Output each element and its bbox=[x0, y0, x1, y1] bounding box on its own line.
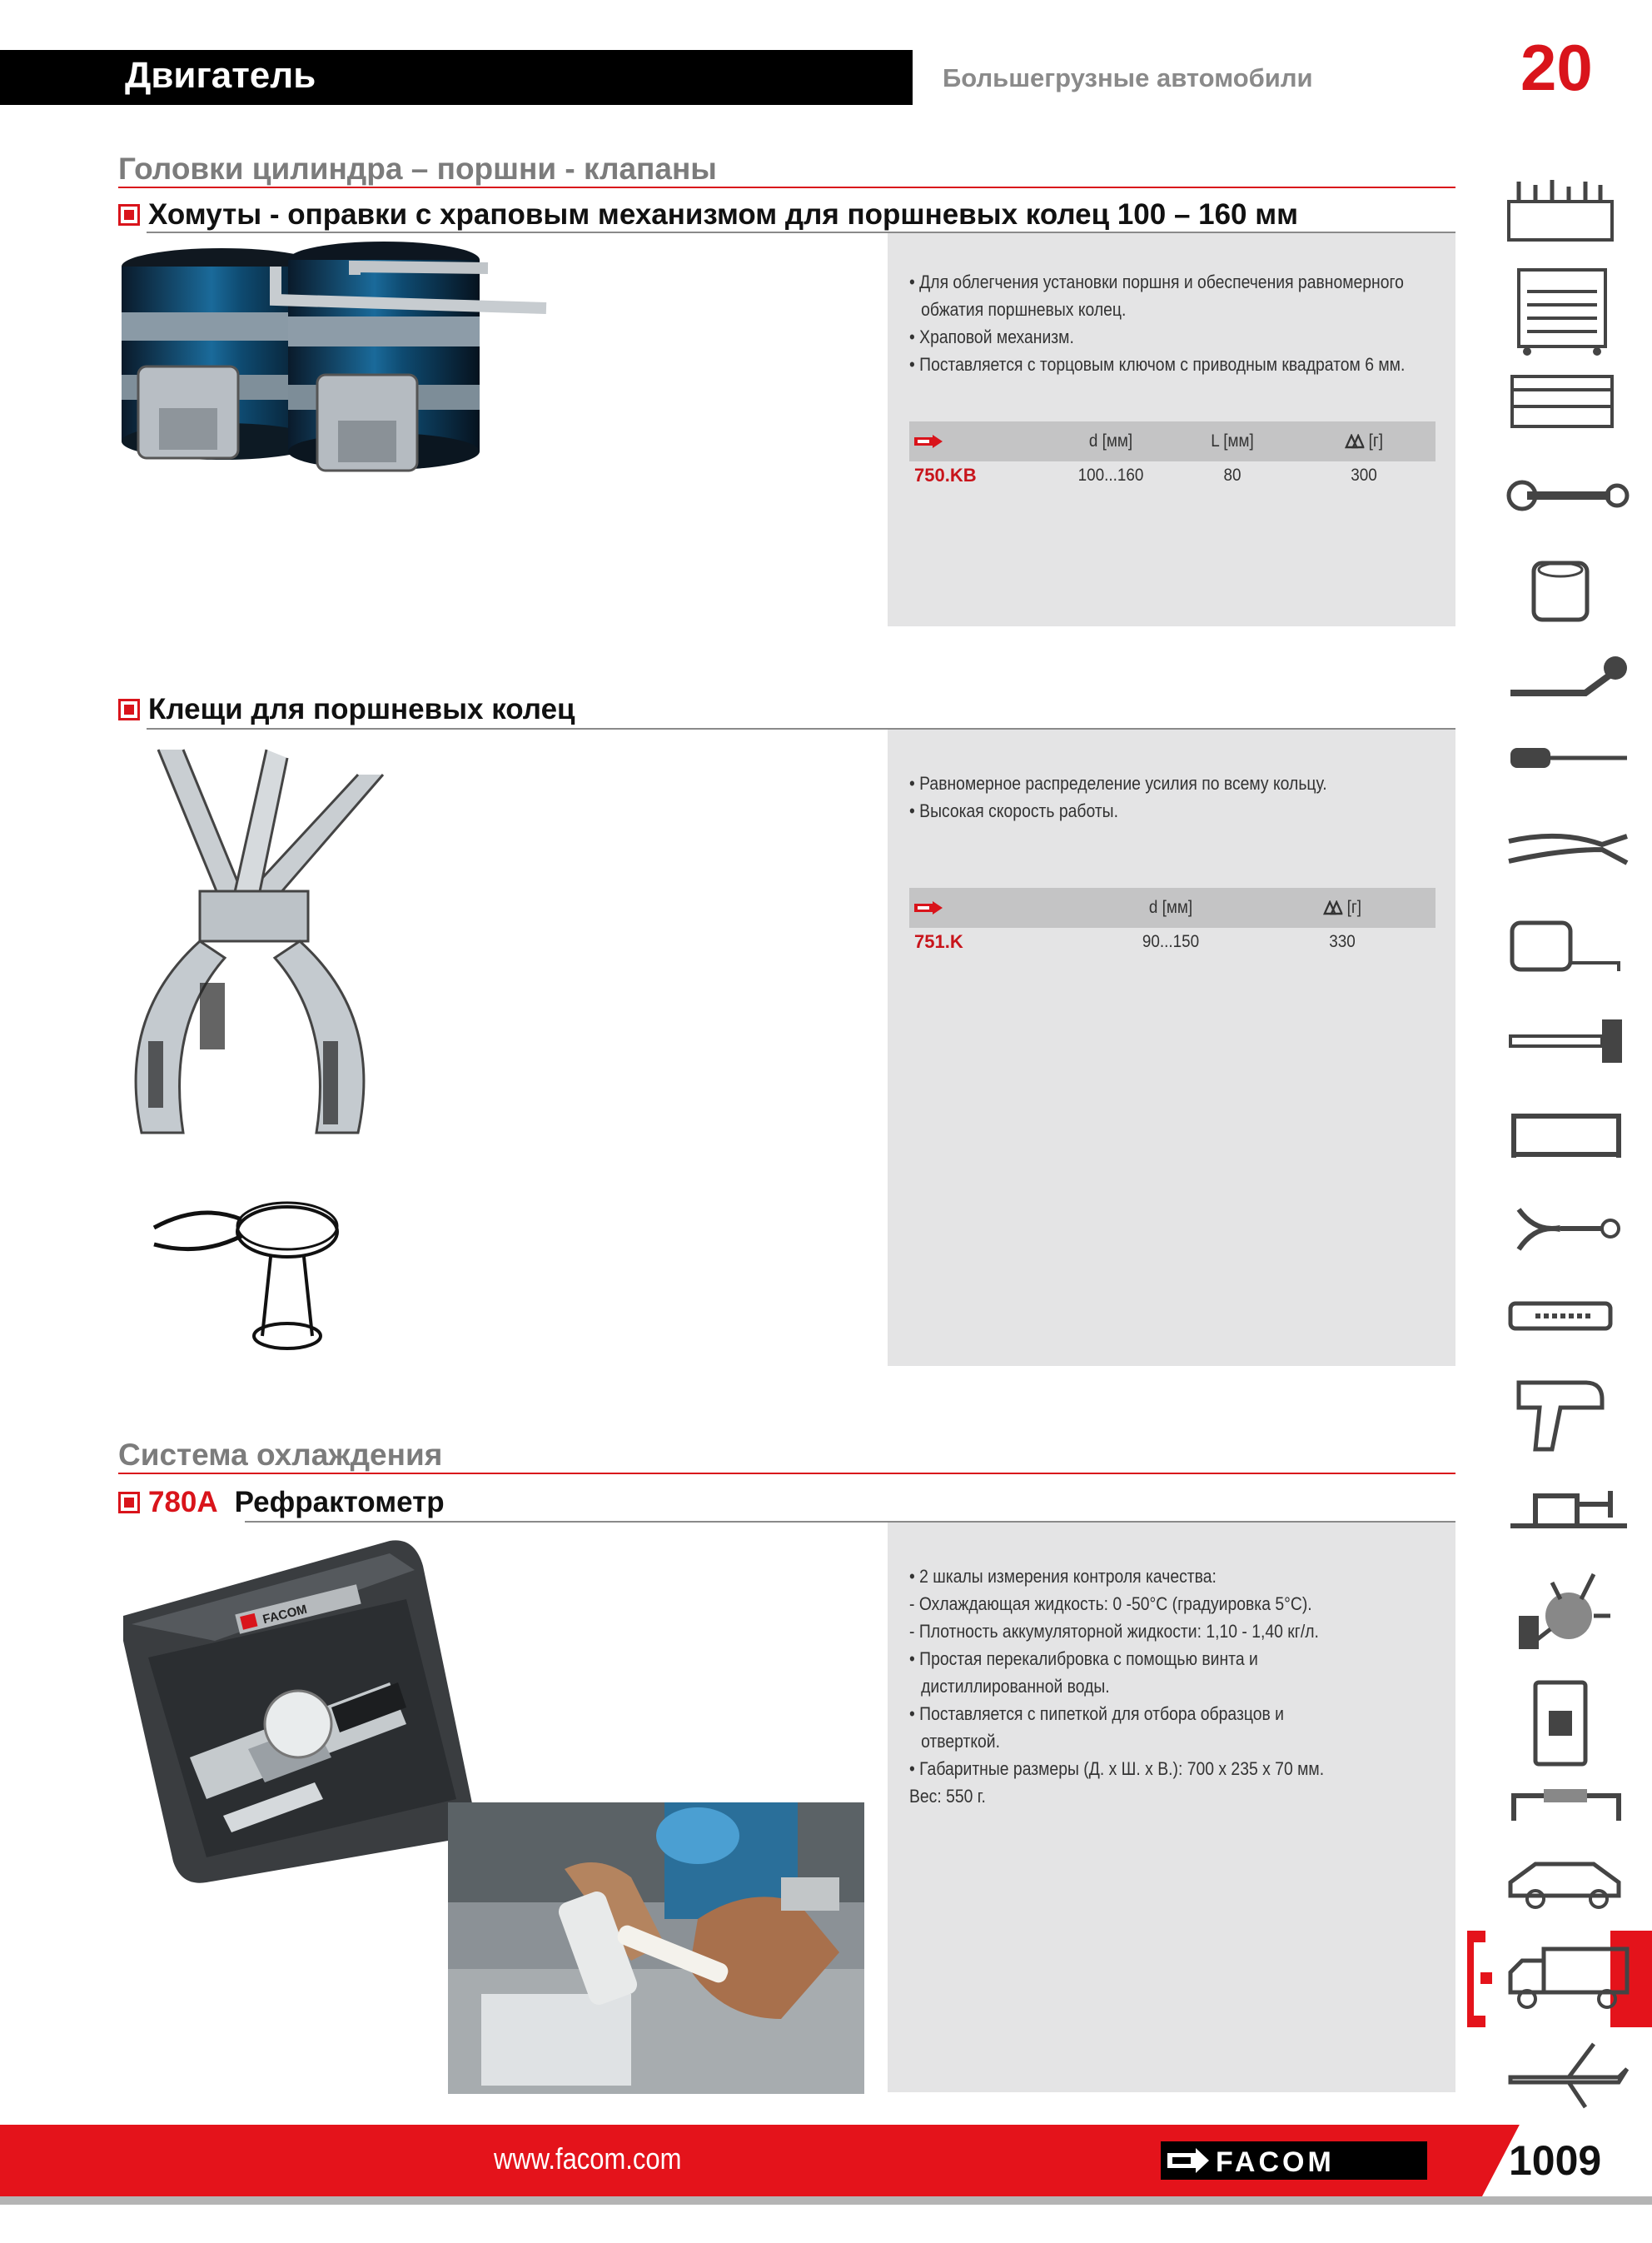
product-info-panel bbox=[888, 730, 1455, 1366]
feature-item: • Для облегчения установки поршня и обеспечения равномерного bbox=[909, 272, 1404, 292]
product-info-panel bbox=[888, 1523, 1455, 2092]
category-subtitle: Большегрузные автомобили bbox=[943, 63, 1313, 92]
col-header-weight: [г] bbox=[1345, 431, 1383, 451]
feature-item: • Храповой механизм. bbox=[909, 326, 1074, 347]
product-reference[interactable]: 750.KB bbox=[914, 465, 977, 486]
footer-rule bbox=[0, 2196, 1652, 2205]
truck-icon[interactable] bbox=[1502, 1941, 1635, 2016]
product-title: Клещи для поршневых колец bbox=[148, 693, 575, 725]
section-divider bbox=[118, 1473, 1455, 1474]
feature-item: • Простая перекалибровка с помощью винта и bbox=[909, 1648, 1258, 1669]
feature-item: отверткой. bbox=[921, 1731, 1000, 1752]
product-heading bbox=[118, 1486, 445, 1519]
section-heading: Головки цилиндра – поршни - клапаны bbox=[118, 152, 717, 186]
feature-item: - Плотность аккумуляторной жидкости: 1,10 - 1,40 кг/л. bbox=[909, 1621, 1319, 1642]
svg-text:FACOM: FACOM bbox=[1216, 2146, 1335, 2178]
feature-item: • Габаритные размеры (Д. х Ш. х В.): 700 x 235 x 70 мм. bbox=[909, 1758, 1325, 1779]
car-icon[interactable] bbox=[1502, 1849, 1635, 1916]
section-heading: Система охлаждения bbox=[118, 1438, 443, 1472]
product-reference[interactable]: 751.K bbox=[914, 931, 963, 952]
spec-table bbox=[909, 888, 1436, 956]
socket-icon[interactable] bbox=[1502, 558, 1619, 625]
feature-list bbox=[909, 770, 1451, 825]
case-brand-label: FACOM bbox=[261, 1602, 309, 1627]
reference-icon bbox=[914, 435, 943, 448]
feature-item: • Равномерное распределение усилия по всему кольцу. bbox=[909, 773, 1327, 794]
cell-weight: 330 bbox=[1329, 932, 1356, 951]
weight-icon bbox=[1345, 434, 1364, 449]
website-link[interactable]: www.facom.com bbox=[494, 2141, 682, 2176]
chapter-number: 20 bbox=[1520, 31, 1593, 104]
handle-icon[interactable] bbox=[1502, 1779, 1635, 1829]
airplane-icon[interactable] bbox=[1502, 2036, 1635, 2111]
vise-icon[interactable] bbox=[1502, 1479, 1635, 1538]
refractometer-case-image bbox=[115, 1533, 481, 1899]
cell-d: 100...160 bbox=[1077, 466, 1144, 485]
col-header-d: d [мм] bbox=[1148, 898, 1193, 917]
piston-ring-pliers-image bbox=[108, 741, 400, 1158]
tool-chest-icon[interactable] bbox=[1502, 373, 1619, 431]
bullet-square-icon bbox=[118, 699, 140, 720]
feature-item: • 2 шкалы измерения контроля качества: bbox=[909, 1566, 1217, 1587]
puller-icon[interactable] bbox=[1502, 1199, 1635, 1258]
spec-table bbox=[909, 421, 1436, 490]
col-header-l: L [мм] bbox=[1211, 431, 1254, 451]
feature-item: • Поставляется с торцовым ключом с приводным квадратом 6 мм. bbox=[909, 354, 1406, 375]
feature-item: - Охлаждающая жидкость: 0 -50°C (градуировка 5°C). bbox=[909, 1593, 1312, 1614]
tape-measure-icon[interactable] bbox=[1502, 916, 1635, 974]
feature-item: дистиллированной воды. bbox=[921, 1676, 1110, 1697]
tool-cabinet-icon[interactable] bbox=[1502, 267, 1619, 358]
section-title: Двигатель bbox=[125, 55, 316, 96]
electrical-icon[interactable] bbox=[1502, 1677, 1619, 1769]
feature-list bbox=[909, 1563, 1451, 1810]
spec-table-row bbox=[909, 928, 1436, 956]
feature-item: обжатия поршневых колец. bbox=[921, 299, 1127, 320]
section-header-bar bbox=[0, 50, 913, 105]
reference-icon bbox=[914, 901, 943, 915]
spec-table-header bbox=[909, 421, 1436, 461]
wrench-icon[interactable] bbox=[1502, 475, 1635, 516]
pliers-usage-diagram bbox=[150, 1186, 358, 1353]
feature-list bbox=[909, 268, 1451, 378]
product-title: Хомуты - оправки с храповым механизмом для поршневых колец 100 – 160 мм bbox=[148, 198, 1299, 231]
category-sidebar bbox=[1485, 167, 1652, 2082]
feature-item: Вес: 550 г. bbox=[909, 1786, 986, 1807]
bullet-square-icon bbox=[118, 204, 140, 226]
impact-wrench-icon[interactable] bbox=[1502, 1374, 1635, 1458]
pliers-icon[interactable] bbox=[1502, 825, 1635, 875]
piston-ring-compressor-image bbox=[113, 242, 563, 491]
safety-icon[interactable] bbox=[1502, 1566, 1635, 1657]
product-heading bbox=[118, 198, 1298, 232]
product-heading bbox=[118, 693, 575, 726]
toolbox-set-icon[interactable] bbox=[1502, 177, 1619, 243]
spec-table-header bbox=[909, 888, 1436, 928]
tester-icon[interactable] bbox=[1502, 1295, 1635, 1337]
cell-l: 80 bbox=[1223, 466, 1241, 485]
product-info-panel bbox=[888, 233, 1455, 626]
col-header-weight: [г] bbox=[1323, 898, 1361, 918]
refractometer-usage-photo bbox=[448, 1802, 864, 2094]
product-code: 780A bbox=[148, 1486, 218, 1518]
feature-item: • Поставляется с пипеткой для отбора образцов и bbox=[909, 1703, 1284, 1724]
feature-item: • Высокая скорость работы. bbox=[909, 800, 1118, 821]
page-number: 1009 bbox=[1509, 2137, 1602, 2184]
hacksaw-icon[interactable] bbox=[1502, 1108, 1635, 1166]
product-title: Рефрактометр bbox=[234, 1486, 445, 1518]
ratchet-icon[interactable] bbox=[1502, 650, 1635, 708]
spec-table-row bbox=[909, 461, 1436, 490]
facom-logo bbox=[1161, 2141, 1427, 2180]
page-footer bbox=[0, 2125, 1652, 2196]
weight-icon bbox=[1323, 900, 1342, 915]
cell-d: 90...150 bbox=[1142, 932, 1200, 951]
cell-weight: 300 bbox=[1351, 466, 1377, 485]
hammer-icon[interactable] bbox=[1502, 1016, 1635, 1066]
bullet-square-icon bbox=[118, 1492, 140, 1513]
screwdriver-icon[interactable] bbox=[1502, 741, 1635, 775]
col-header-d: d [мм] bbox=[1088, 431, 1133, 451]
section-divider bbox=[118, 187, 1455, 188]
